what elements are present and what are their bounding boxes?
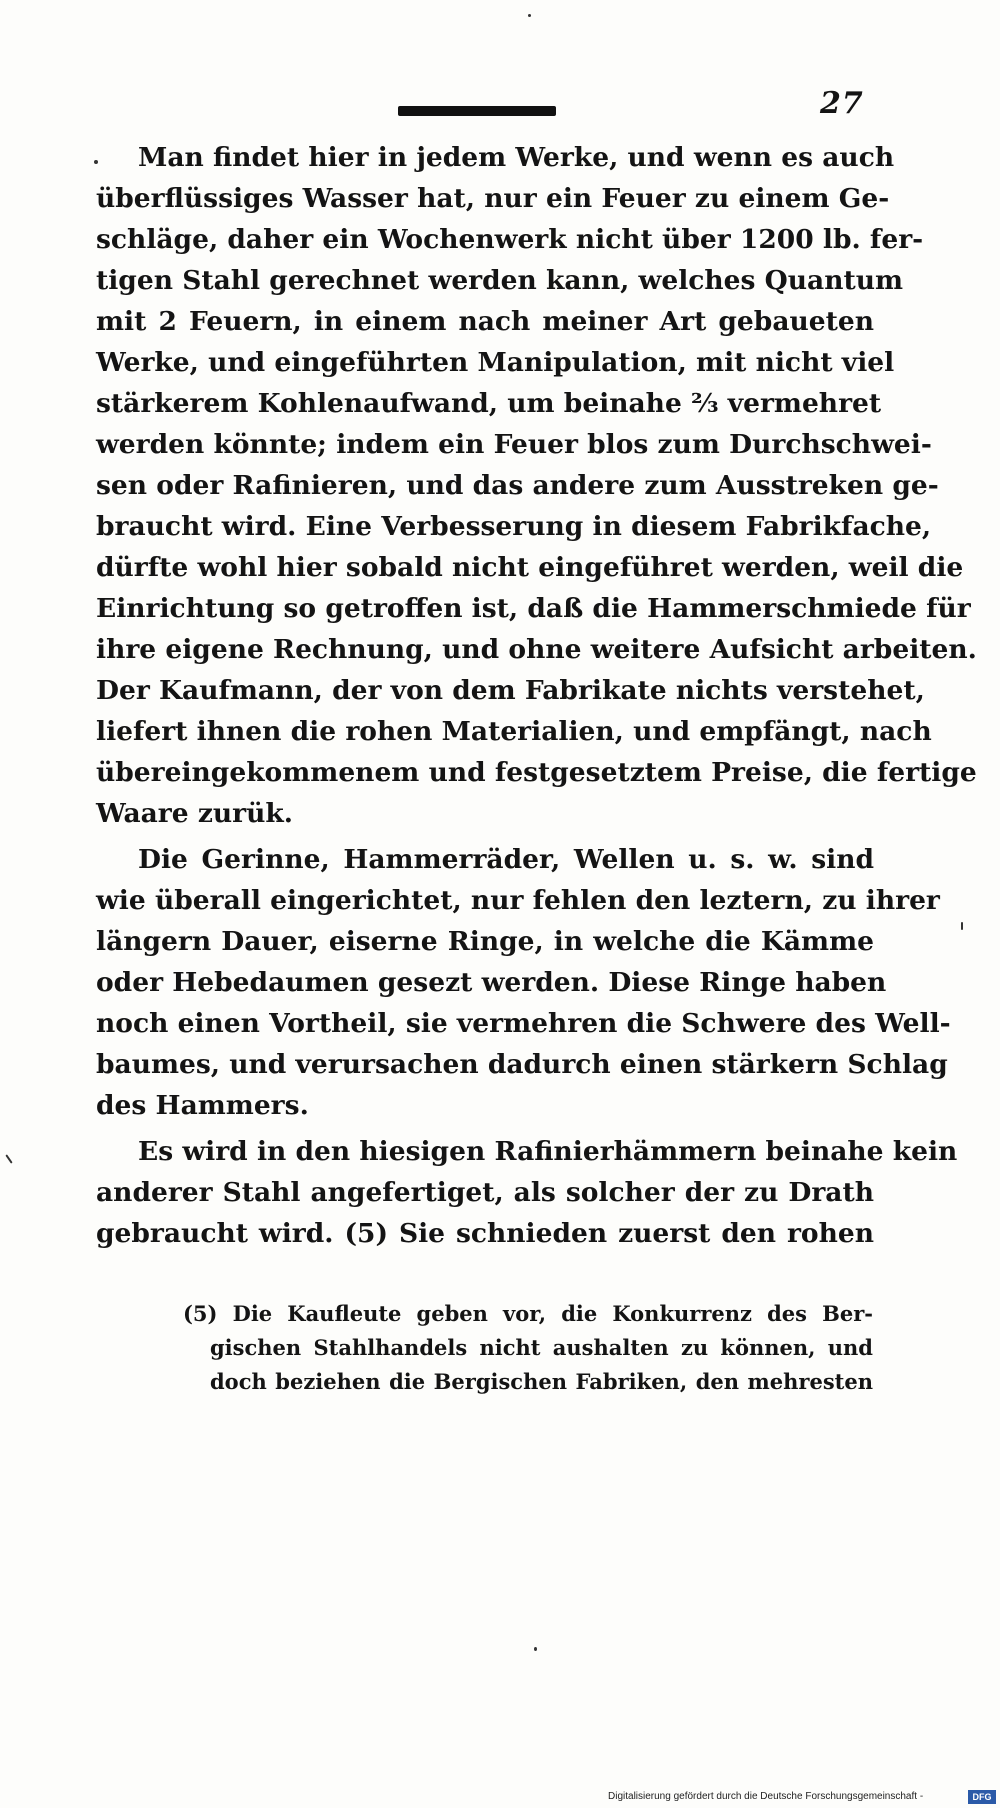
scan-speck [94,160,98,164]
body-line: baumes, und verursachen dadurch einen stärkern Schlag [96,1049,948,1080]
body-line: oder Hebedaumen gesezt werden. Diese Ringe haben [96,967,887,998]
scan-speck [534,1647,537,1651]
body-line: Einrichtung so getroffen ist, daß die Hammerschmiede für [96,593,971,624]
body-line: Die Gerinne, Hammerräder, Wellen u. s. w. sind [138,844,874,875]
body-line: schläge, daher ein Wochenwerk nicht über 1200 lb. fer- [96,224,924,255]
body-line: des Hammers. [96,1090,309,1121]
dfg-logo: DFG [968,1790,996,1804]
body-line: ihre eigene Rechnung, und ohne weitere Aufsicht arbeiten. [96,634,977,665]
body-line: Werke, und eingeführten Manipulation, mit nicht viel [96,347,895,378]
body-line: tigen Stahl gerechnet werden kann, welches Quantum [96,265,904,296]
scan-speck [5,1154,12,1163]
footnote-line: (5) Die Kaufleute geben vor, die Konkurrenz des Ber- [183,1301,873,1326]
body-line: gebraucht wird. (5) Sie schnieden zuerst den rohen [96,1218,874,1249]
body-line: noch einen Vortheil, sie vermehren die Schwere des Well- [96,1008,951,1039]
body-line: liefert ihnen die rohen Materialien, und empfängt, nach [96,716,932,747]
body-line: wie überall eingerichtet, nur fehlen den leztern, zu ihrer [96,885,940,916]
body-line: braucht wird. Eine Verbesserung in diesem Fabrikfache, [96,511,932,542]
body-line: sen oder Rafinieren, und das andere zum Ausstreken ge- [96,470,939,501]
body-line: Man findet hier in jedem Werke, und wenn es auch [138,142,895,173]
scan-speck [961,922,963,930]
header-rule [398,106,556,116]
body-line: stärkerem Kohlenaufwand, um beinahe ⅔ vermehret [96,388,882,419]
body-line: dürfte wohl hier sobald nicht eingeführet werden, weil die [96,552,964,583]
body-line: anderer Stahl angefertiget, als solcher der zu Drath [96,1177,874,1208]
digitization-credit: Digitalisierung gefördert durch die Deutsche Forschungsgemeinschaft - [608,1791,924,1802]
footnote-line: doch beziehen die Bergischen Fabriken, den mehresten [210,1369,873,1394]
body-line: mit 2 Feuern, in einem nach meiner Art gebaueten [96,306,874,337]
footnote-line: gischen Stahlhandels nicht aushalten zu können, und [210,1335,873,1360]
body-line: Waare zurük. [96,798,293,829]
body-line: längern Dauer, eiserne Ringe, in welche die Kämme [96,926,874,957]
body-line: Der Kaufmann, der von dem Fabrikate nichts verstehet, [96,675,925,706]
body-line: Es wird in den hiesigen Rafinierhämmern beinahe kein [138,1136,958,1167]
body-line: übereingekommenem und festgesetztem Preise, die fertige [96,757,977,788]
page-number: 27 [820,86,864,121]
body-line: überflüssiges Wasser hat, nur ein Feuer zu einem Ge- [96,183,890,214]
scan-speck [528,14,531,17]
body-line: werden könnte; indem ein Feuer blos zum Durchschwei- [96,429,932,460]
